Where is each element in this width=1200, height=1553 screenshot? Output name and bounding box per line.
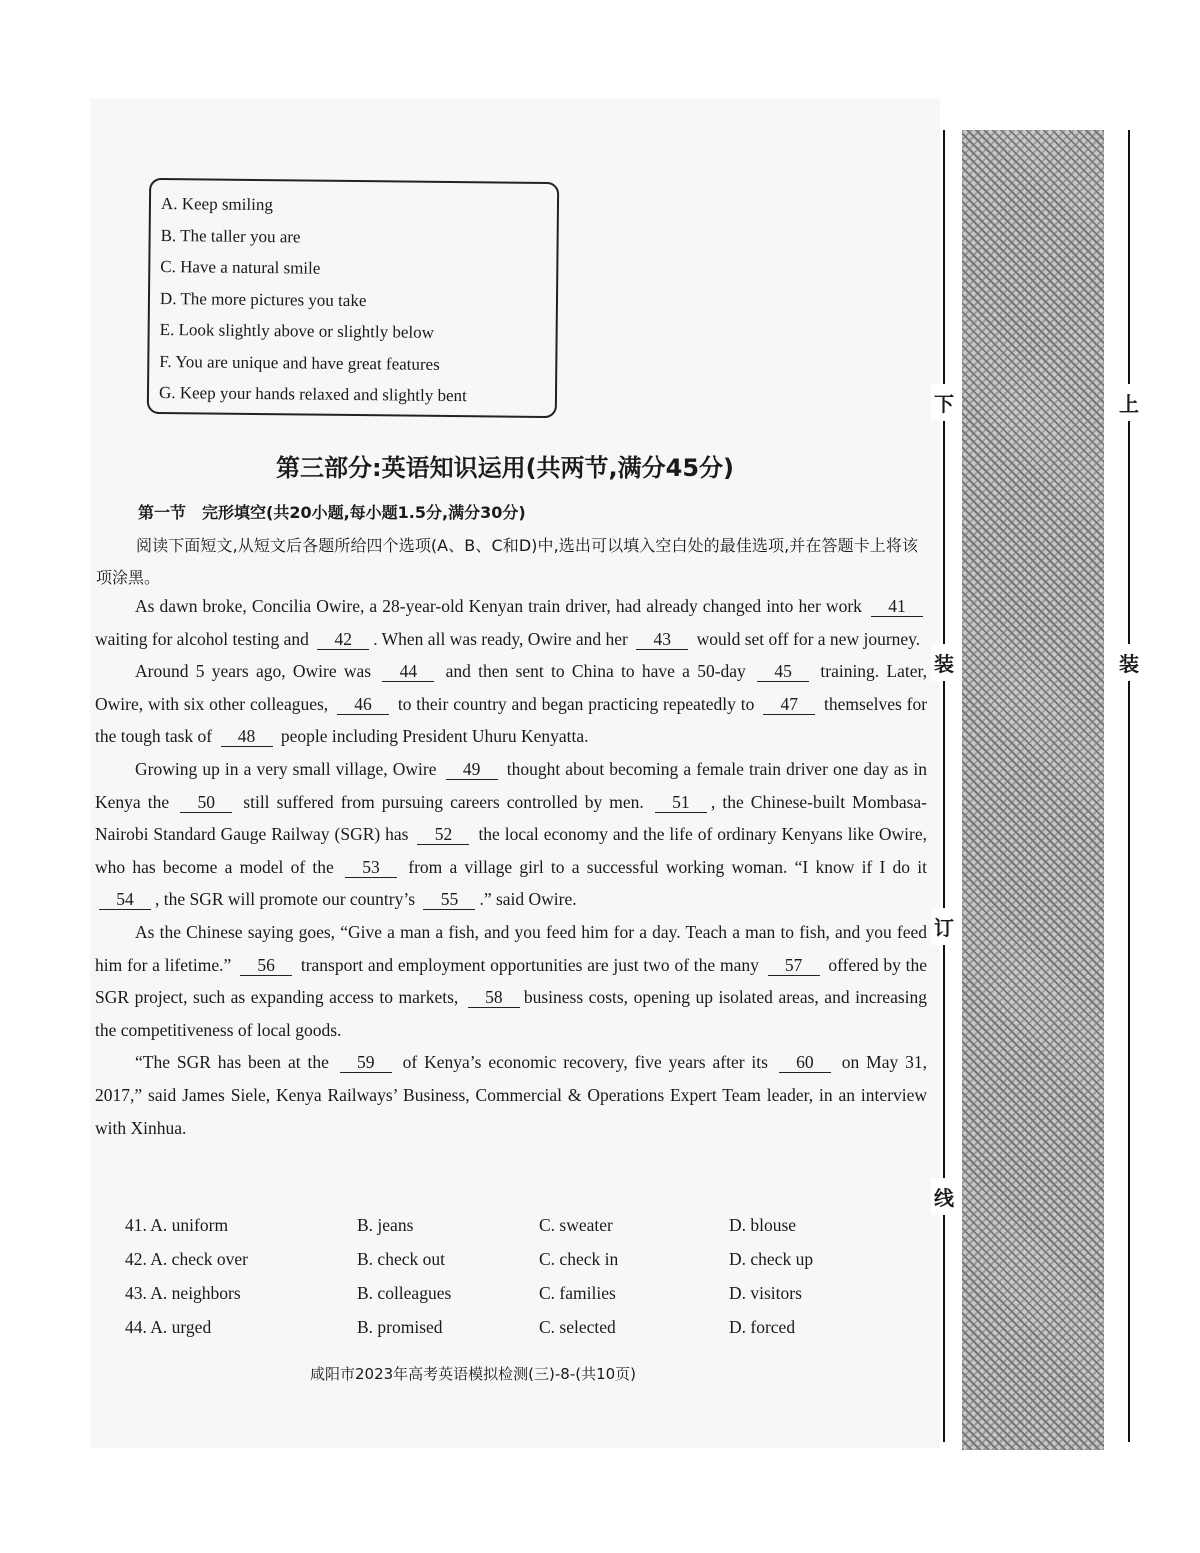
question-42 bbox=[125, 1249, 825, 1283]
paragraph-1 bbox=[95, 590, 927, 655]
question-option-c: C. selected bbox=[539, 1317, 616, 1337]
passage-text: . When all was ready, Owire and her bbox=[373, 628, 628, 649]
options-box bbox=[147, 178, 559, 418]
blank-56: 56 bbox=[240, 955, 292, 976]
binding-pattern bbox=[962, 130, 1104, 1450]
blank-47: 47 bbox=[763, 694, 815, 715]
passage-text: themselves for the tough task of bbox=[95, 693, 928, 747]
passage-text: Around 5 years ago, Owire was bbox=[135, 661, 372, 682]
blank-48: 48 bbox=[221, 726, 273, 747]
page-footer: 咸阳市2023年高考英语模拟检测(三)-8-(共10页) bbox=[310, 1365, 637, 1383]
blank-44: 44 bbox=[382, 661, 434, 682]
question-option-b: B. promised bbox=[357, 1317, 443, 1337]
blank-43: 43 bbox=[636, 629, 688, 650]
passage-text: waiting for alcohol testing and bbox=[95, 628, 309, 649]
blank-54: 54 bbox=[99, 889, 151, 910]
blank-50: 50 bbox=[180, 792, 232, 813]
binding-char-shang: 上 bbox=[1116, 384, 1142, 421]
binding-line-left bbox=[943, 130, 945, 1442]
passage-text: from a village girl to a successful working woman. “I know if I do it bbox=[408, 856, 928, 877]
paragraph-3 bbox=[95, 753, 927, 916]
option-c: C. Have a natural smile bbox=[160, 256, 321, 278]
passage-text: on May 31, 2017,” said James Siele, Kenya Railways’ Business, Commercial & Operations Expert Team leader, in an interview with Xinhua. bbox=[95, 1052, 927, 1138]
passage-text: training. Later, Owire, with six other colleagues, bbox=[95, 661, 928, 714]
paragraph-5 bbox=[95, 1046, 927, 1144]
option-e: E. Look slightly above or slightly below bbox=[159, 319, 435, 342]
blank-46: 46 bbox=[337, 694, 389, 715]
passage-text: “The SGR has been at the bbox=[135, 1052, 329, 1073]
question-option-a: 44. A. urged bbox=[125, 1317, 212, 1337]
passage-text: Growing up in a very small village, Owire bbox=[135, 758, 437, 779]
question-option-a: 41. A. uniform bbox=[125, 1215, 229, 1235]
binding-char-xian: 线 bbox=[931, 1178, 957, 1215]
binding-char-zhuang-right: 装 bbox=[1116, 644, 1142, 681]
section-subtitle: 第一节 完形填空(共20小题,每小题1.5分,满分30分) bbox=[138, 503, 526, 522]
passage-text: would set off for a new journey. bbox=[696, 628, 921, 649]
blank-41: 41 bbox=[871, 596, 923, 617]
blank-60: 60 bbox=[779, 1052, 831, 1073]
passage-text: still suffered from pursuing careers controlled by men. bbox=[243, 791, 644, 812]
directions: 阅读下面短文,从短文后各题所给四个选项(A、B、C和D)中,选出可以填入空白处的最佳选项,并在答题卡上将该项涂黑。 bbox=[96, 536, 918, 587]
blank-45: 45 bbox=[757, 661, 809, 682]
question-43 bbox=[125, 1283, 825, 1317]
question-option-a: 43. A. neighbors bbox=[125, 1283, 241, 1303]
passage-text: .” said Owire. bbox=[479, 889, 577, 910]
passage-text: , the Chinese-built Mombasa-Nairobi Standard Gauge Railway (SGR) has bbox=[95, 791, 927, 845]
passage-text: As the Chinese saying goes, “Give a man a fish, and you feed him for a day. Teach a man to fish, and you feed him for a lifetime.” bbox=[95, 921, 927, 975]
section-title: 第三部分:英语知识运用(共两节,满分45分) bbox=[275, 454, 735, 482]
option-a: A. Keep smiling bbox=[160, 193, 273, 215]
question-option-b: B. colleagues bbox=[357, 1283, 452, 1303]
blank-55: 55 bbox=[423, 889, 475, 910]
question-option-c: C. sweater bbox=[539, 1215, 613, 1235]
blank-57: 57 bbox=[768, 955, 820, 976]
passage-text: the local economy and the life of ordinary Kenyans like Owire, who has become a model of the bbox=[95, 824, 928, 877]
cloze-passage bbox=[95, 590, 927, 1144]
question-44 bbox=[125, 1317, 825, 1351]
blank-58: 58 bbox=[468, 987, 520, 1008]
binding-char-xia: 下 bbox=[931, 384, 957, 421]
passage-text: thought about becoming a female train driver one day as in Kenya the bbox=[95, 758, 928, 812]
paragraph-4 bbox=[95, 916, 927, 1046]
paragraph-2 bbox=[95, 655, 927, 753]
passage-text: , the SGR will promote our country’s bbox=[155, 889, 416, 910]
option-d: D. The more pictures you take bbox=[159, 288, 367, 310]
passage-text: As dawn broke, Concilia Owire, a 28-year-old Kenyan train driver, had already changed into her work bbox=[135, 596, 862, 616]
blank-59: 59 bbox=[340, 1052, 392, 1073]
question-option-d: D. check up bbox=[729, 1249, 814, 1269]
question-option-c: C. families bbox=[539, 1283, 616, 1303]
passage-text: to their country and began practicing repeatedly to bbox=[397, 693, 755, 714]
question-option-c: C. check in bbox=[539, 1249, 619, 1269]
question-41 bbox=[125, 1215, 825, 1249]
question-option-b: B. jeans bbox=[357, 1215, 414, 1235]
passage-text: of Kenya’s economic recovery, five years after its bbox=[402, 1052, 768, 1073]
question-option-d: D. blouse bbox=[729, 1215, 797, 1235]
question-option-d: D. visitors bbox=[729, 1283, 802, 1303]
passage-text: transport and employment opportunities are just two of the many bbox=[300, 954, 759, 975]
passage-text: and then sent to China to have a 50-day bbox=[445, 661, 746, 682]
question-option-d: D. forced bbox=[729, 1317, 796, 1337]
passage-text: offered by the SGR project, such as expanding access to markets, bbox=[95, 954, 928, 1008]
blank-49: 49 bbox=[446, 759, 498, 780]
binding-char-ding: 订 bbox=[931, 908, 957, 945]
blank-52: 52 bbox=[417, 824, 469, 845]
question-option-b: B. check out bbox=[357, 1249, 445, 1269]
option-g: G. Keep your hands relaxed and slightly bent bbox=[158, 382, 467, 406]
blank-51: 51 bbox=[655, 792, 707, 813]
binding-char-zhuang: 装 bbox=[931, 644, 957, 681]
option-f: F. You are unique and have great features bbox=[159, 351, 440, 374]
option-b: B. The taller you are bbox=[160, 225, 301, 246]
passage-text: people including President Uhuru Kenyatta. bbox=[280, 726, 589, 747]
question-option-a: 42. A. check over bbox=[125, 1249, 248, 1269]
passage-text: business costs, opening up isolated areas, and increasing the competitiveness of local goods. bbox=[95, 987, 928, 1040]
blank-53: 53 bbox=[345, 857, 397, 878]
binding-line-right bbox=[1128, 130, 1130, 1442]
blank-42: 42 bbox=[317, 629, 369, 650]
